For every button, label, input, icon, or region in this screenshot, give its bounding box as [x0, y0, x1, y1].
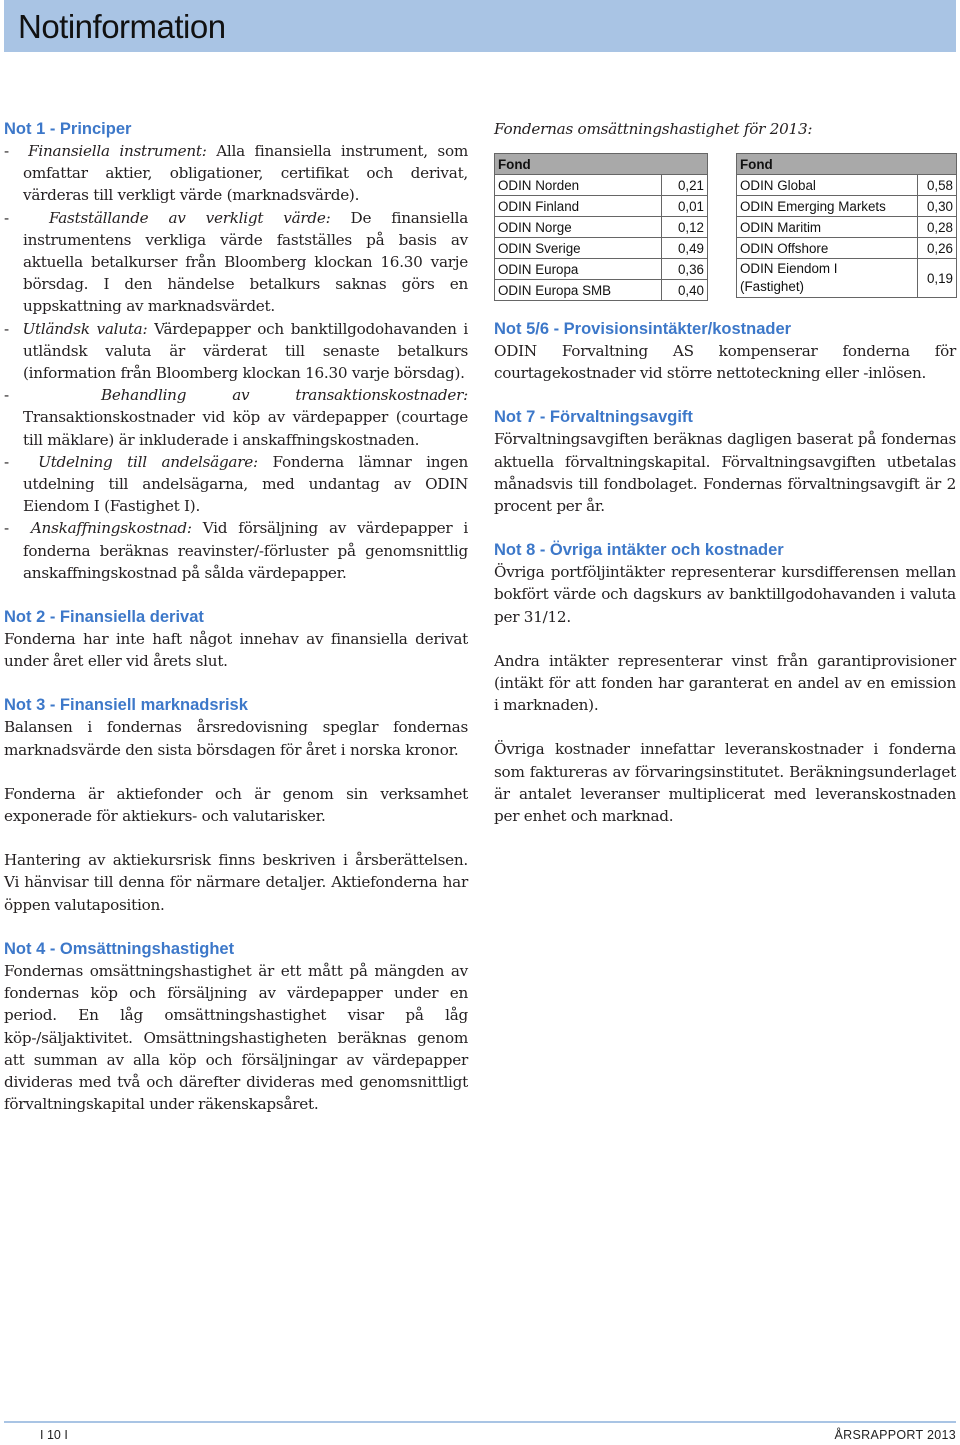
page-title: Notinformation	[18, 8, 226, 45]
fund-value: 0,26	[917, 238, 956, 259]
not1-heading: Not 1 - Principer	[4, 120, 132, 138]
fund-value: 0,49	[662, 238, 708, 259]
right-column-notes	[494, 318, 956, 827]
table-row	[495, 196, 708, 217]
not1-item: - Fastställande av verkligt värde: De finansiella instrumentens verkliga värde fastställes på basis av aktuella betalkurser från Bloomberg klockan 16.30 varje börsdag. I den händelse betalkurs saknas görs en uppskattning av marknadsvärdet.	[4, 208, 468, 316]
fund-value: 0,40	[662, 280, 708, 301]
table-header: Fond	[737, 154, 957, 175]
table-row	[737, 259, 957, 298]
not1-item-text: Transaktionskostnader vid köp av värdepapper (courtage till mäklare) är inkluderade i anskaffningskostnaden.	[23, 408, 468, 449]
not3-paragraph: Fonderna är aktiefonder och är genom sin verksamhet exponerade för aktiekurs- och valutarisker.	[4, 784, 468, 826]
not7-heading: Not 7 - Förvaltningsavgift	[494, 408, 693, 427]
fund-name: ODIN Norge	[495, 217, 662, 238]
not1-item: - Anskaffningskostnad: Vid försäljning av värdepapper i fonderna beräknas reavinster/-förluster på genomsnittlig anskaffningskostnad på sålda värdepapper.	[4, 519, 468, 582]
table-row	[737, 238, 957, 259]
not3-paragraph: Hantering av aktiekursrisk finns beskriven i årsberättelsen. Vi hänvisar till denna för närmare detaljer. Aktiefonderna har öppen valutaposition.	[4, 851, 468, 914]
not1-item-text: Värdepapper och banktillgodohavanden i utländsk valuta är värderat till senaste betalkurs (information från Bloomberg klockan 16.30 varje börsdag).	[23, 319, 468, 383]
not1-item-lead: Anskaffningskostnad:	[30, 519, 192, 538]
fund-name: ODIN Finland	[495, 196, 662, 217]
not2-heading: Not 2 - Finansiella derivat	[4, 608, 204, 627]
not4-text: Fondernas omsättningshastighet är ett mått på mängden av fondernas köp och försäljning av värdepapper under en period. En låg omsättningshastighet visar på låg köp-/säljaktivitet. Omsättningshastigheten beräknas genom att summan av alla köp och försäljningar av värdepapper divideras med två och därefter divideras med genomsnittligt förvaltningskapital under räkenskapsåret.	[4, 961, 468, 1114]
right-column	[494, 118, 956, 140]
fund-name: ODIN Europa	[495, 259, 662, 280]
not1-item: - Behandling av transaktionskostnader: Transaktionskostnader vid köp av värdepapper (courtage till mäklare) är inkluderade i anskaffningskostnaden.	[4, 386, 468, 449]
fund-value: 0,12	[662, 217, 708, 238]
table-row	[495, 259, 708, 280]
not56-text: ODIN Forvaltning AS kompenserar fonderna för courtagekostnader vid större nettoteckning eller -inlösen.	[494, 342, 956, 383]
table-header: Fond	[495, 154, 708, 175]
fund-name: ODIN Sverige	[495, 238, 662, 259]
not1-item-lead: Utländsk valuta:	[22, 319, 148, 338]
not1-item-lead: Finansiella instrument:	[28, 142, 207, 160]
page-header	[4, 0, 956, 52]
not3-paragraph: Balansen i fondernas årsredovisning speglar fondernas marknadsvärde den sista börsdagen för året i norska kronor.	[4, 718, 468, 759]
fund-name-line: (Fastighet)	[740, 279, 804, 294]
fund-value: 0,36	[662, 259, 708, 280]
fund-value: 0,28	[917, 217, 956, 238]
not1-item-text: Vid försäljning av värdepapper i fonderna beräknas reavinster/-förluster på genomsnittlig anskaffningskostnad på sålda värdepapper.	[23, 519, 468, 582]
table-row	[495, 238, 708, 259]
turnover-table-left	[494, 153, 708, 301]
not4-heading: Not 4 - Omsättningshastighet	[4, 939, 235, 958]
table-row	[495, 175, 708, 196]
not1-item-lead: Fastställande av verkligt värde:	[48, 208, 331, 227]
fund-name: ODIN Global	[737, 175, 918, 196]
page-number: I 10 I	[40, 1428, 68, 1442]
not3-heading: Not 3 - Finansiell marknadsrisk	[4, 696, 248, 715]
not1-item: - Utdelning till andelsägare: Fonderna lämnar ingen utdelning till andelsägarna, med undantag av ODIN Eiendom I (Fastighet I).	[4, 452, 468, 516]
table-row	[737, 196, 957, 217]
not8-paragraph: Andra intäkter representerar vinst från garantiprovisioner (intäkt för att fonden har garanterat en andel av en emission i marknaden).	[494, 651, 956, 715]
not1-item-lead: Behandling av transaktionskostnader:	[100, 386, 468, 405]
not8-heading: Not 8 - Övriga intäkter och kostnader	[494, 541, 784, 560]
table-row	[495, 217, 708, 238]
fund-name-line: ODIN Eiendom I	[740, 261, 838, 276]
fund-value: 0,19	[917, 259, 956, 298]
fund-name: ODIN Europa SMB	[495, 280, 662, 301]
not2-text: Fonderna har inte haft något innehav av finansiella derivat under året eller vid årets slut.	[4, 630, 468, 671]
turnover-caption: Fondernas omsättningshastighet för 2013:	[494, 120, 813, 138]
not1-item-text: Alla finansiella instrument, som omfattar aktier, obligationer, certifikat och derivat, värderas till verkligt värde (marknadsvärde).	[23, 142, 469, 205]
not1-item: - Finansiella instrument: Alla finansiella instrument, som omfattar aktier, obligationer, certifikat och derivat, värderas till verkligt värde (marknadsvärde).	[4, 142, 469, 205]
fund-name	[737, 259, 918, 298]
fund-value: 0,30	[917, 196, 956, 217]
fund-value: 0,21	[662, 175, 708, 196]
fund-name: ODIN Maritim	[737, 217, 918, 238]
fund-name: ODIN Norden	[495, 175, 662, 196]
fund-value: 0,58	[917, 175, 956, 196]
table-row	[737, 175, 957, 196]
not8-paragraph: Övriga kostnader innefattar leveranskostnader i fonderna som faktureras av förvaringsinstitutet. Beräkningsunderlaget är antalet leveranser multiplicerat med leveranskostnaden per enhet och marknad.	[494, 740, 956, 826]
not1-item-lead: Utdelning till andelsägare:	[38, 452, 258, 471]
turnover-table-right	[736, 153, 957, 298]
not1-item-text: De finansiella instrumentens verkliga värde fastställes på basis av aktuella betalkurser från Bloomberg klockan 16.30 varje börsdag. I den händelse betalkurs saknas görs en uppskattning av marknadsvärdet.	[23, 208, 468, 316]
not1-item-text: Fonderna lämnar ingen utdelning till andelsägarna, med undantag av ODIN Eiendom I (Fastighet I).	[23, 452, 468, 516]
not56-heading: Not 5/6 - Provisionsintäkter/kostnader	[494, 320, 792, 338]
report-label: ÅRSRAPPORT 2013	[834, 1428, 956, 1442]
fund-name: ODIN Offshore	[737, 238, 918, 259]
table-row	[737, 217, 957, 238]
table-row	[495, 280, 708, 301]
fund-value: 0,01	[662, 196, 708, 217]
left-column	[4, 118, 468, 1115]
not8-paragraph: Övriga portföljintäkter representerar kursdifferensen mellan bokfört värde och dagskurs av banktillgodohavanden i valuta per 31/12.	[494, 563, 956, 626]
footer-divider	[4, 1421, 956, 1423]
fund-name: ODIN Emerging Markets	[737, 196, 918, 217]
not7-text: Förvaltningsavgiften beräknas dagligen baserat på fondernas aktuella förvaltningskapital. Förvaltningsavgiften utbetalas månadsvis till fondbolaget. Fondernas förvaltningsavgift är 2 procent per år.	[494, 430, 956, 516]
not1-item: - Utländsk valuta: Värdepapper och banktillgodohavanden i utländsk valuta är värderat till senaste betalkurs (information från Bloomberg klockan 16.30 varje börsdag).	[4, 319, 468, 383]
